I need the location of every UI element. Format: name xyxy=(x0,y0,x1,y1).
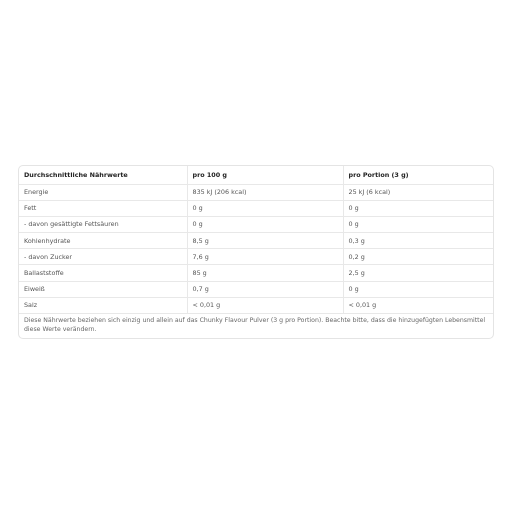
cell-nutrient: - davon gesättigte Fettsäuren xyxy=(19,216,187,232)
cell-per-100g: 8,5 g xyxy=(187,233,343,249)
cell-per-100g: 0 g xyxy=(187,216,343,232)
table-row xyxy=(19,265,493,281)
cell-nutrient: Eiweiß xyxy=(19,281,187,297)
table-row xyxy=(19,184,493,200)
table-row xyxy=(19,249,493,265)
cell-nutrient: Ballaststoffe xyxy=(19,265,187,281)
cell-per-portion: 2,5 g xyxy=(343,265,493,281)
cell-nutrient: Kohlenhydrate xyxy=(19,233,187,249)
table-row xyxy=(19,297,493,313)
table-footnote: Diese Nährwerte beziehen sich einzig und allein auf das Chunky Flavour Pulver (3 g pro Portion). Beachte bitte, dass die hinzugefügten Lebensmittel diese Werte verändern. xyxy=(24,317,486,333)
table-row xyxy=(19,281,493,297)
table-row xyxy=(19,233,493,249)
cell-per-portion: < 0,01 g xyxy=(343,297,493,313)
table-row xyxy=(19,216,493,232)
cell-per-100g: < 0,01 g xyxy=(187,297,343,313)
cell-nutrient: Energie xyxy=(19,184,187,200)
header-per-100g: pro 100 g xyxy=(187,166,343,184)
cell-per-portion: 0 g xyxy=(343,281,493,297)
cell-per-portion: 0 g xyxy=(343,216,493,232)
table-row xyxy=(19,200,493,216)
cell-per-portion: 0,2 g xyxy=(343,249,493,265)
nutrition-table xyxy=(19,166,493,314)
cell-nutrient: Salz xyxy=(19,297,187,313)
cell-per-portion: 25 kJ (6 kcal) xyxy=(343,184,493,200)
cell-per-100g: 85 g xyxy=(187,265,343,281)
header-per-portion: pro Portion (3 g) xyxy=(343,166,493,184)
cell-per-100g: 0 g xyxy=(187,200,343,216)
cell-per-100g: 7,6 g xyxy=(187,249,343,265)
cell-nutrient: - davon Zucker xyxy=(19,249,187,265)
cell-per-portion: 0,3 g xyxy=(343,233,493,249)
nutrition-table-card xyxy=(18,165,494,339)
cell-per-portion: 0 g xyxy=(343,200,493,216)
cell-nutrient: Fett xyxy=(19,200,187,216)
header-nutrient: Durchschnittliche Nährwerte xyxy=(19,166,187,184)
cell-per-100g: 0,7 g xyxy=(187,281,343,297)
cell-per-100g: 835 kJ (206 kcal) xyxy=(187,184,343,200)
table-header-row xyxy=(19,166,493,184)
